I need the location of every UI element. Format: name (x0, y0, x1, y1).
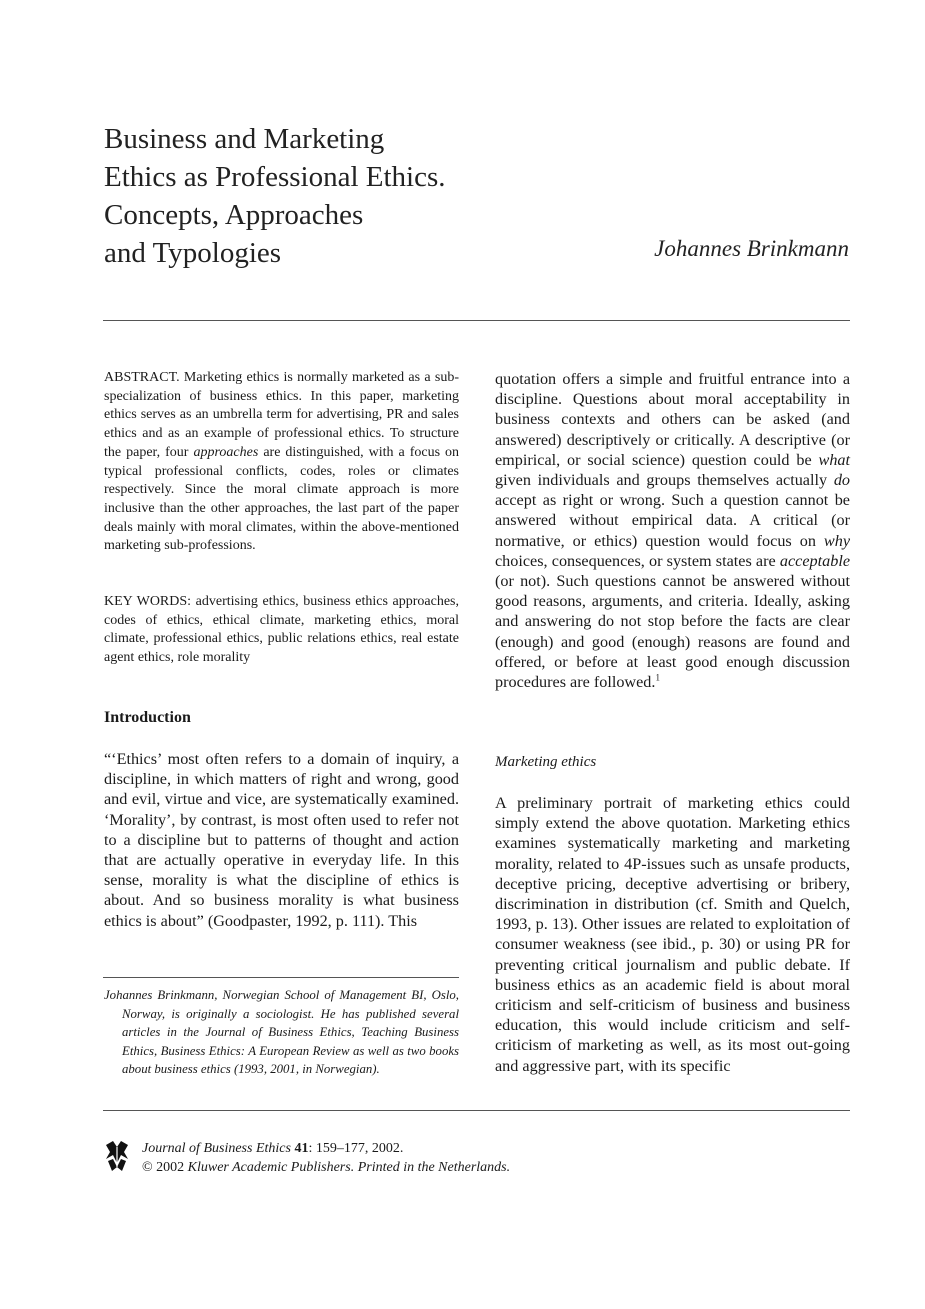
footer-divider (103, 1110, 850, 1111)
rc-text-c: accept as right or wrong. Such a question cannot be answered without empirical data. A critical (or normative, or ethics) question would focus on (495, 491, 850, 550)
introduction-text: “‘Ethics’ most often refers to a domain of inquiry, a discipline, in which matters of right and wrong, good and evil, virtue and vice, are systematically examined. ‘Morality’, by contrast, is most often used to refer not to a discipline but to patterns of thought and action that are actually operative in everyday life. In this sense, morality is what the discipline of ethics is about. And so business morality is what business ethics is about” (Goodpaster, 1992, p. 111). This (104, 750, 459, 930)
introduction-heading: Introduction (104, 709, 191, 726)
abstract-text-2: are distinguished, with a focus on typical professional conflicts, codes, roles or climates respectively. Since the moral climate approach is more inclusive than the other approaches, the last part of the paper deals mainly with moral climates, within the above-mentioned marketing sub-professions. (104, 444, 460, 554)
right-column-paragraph-1 (495, 369, 850, 692)
journal-volume: 41 (294, 1141, 309, 1156)
rc-text-d: choices, consequences, or system states are (495, 551, 776, 570)
rc-text-e: (or not). Such questions cannot be answered without good reasons, arguments, and criteria. Ideally, asking and answering do not stop before the facts are clear (enough) and good (enough) reasons are found and offered, or before at least good enough discussion procedures are followed. (495, 572, 850, 692)
abstract-label: ABSTRACT. (104, 370, 180, 385)
author-bio: Johannes Brinkmann, Norwegian School of Management BI, Oslo, Norway, is originally a sociologist. He has published several articles in the Journal of Business Ethics, Teaching Business Ethics, Business Ethics: A European Review as well as two books about business ethics (1993, 2001, in Norwegian). (104, 988, 459, 1076)
abstract-emphasis: approaches (193, 444, 259, 460)
journal-name: Journal of Business Ethics (142, 1141, 291, 1156)
footnote-divider (103, 977, 459, 978)
title-line-3: Concepts, Approaches (104, 199, 364, 231)
footer-line-2 (142, 1158, 510, 1177)
right-column-paragraph-2: A preliminary portrait of marketing ethics could simply extend the above quotation. Marketing ethics examines systematically marketing and marketing morality, related to 4P-issues such as unsafe products, deceptive pricing, deceptive advertising or bribery, discrimination in distribution (cf. Smith and Quelch, 1993, p. 13). Other issues are related to exploitation of consumer weakness (see ibid., p. 30) or using PR for preventing critical journalism and public debate. If business ethics as an academic field is about moral criticism and self-criticism of business and business education, this would include criticism and self-criticism of marketing as well, as its most out-going and aggressive part, with its specific (495, 794, 850, 1075)
abstract-text-1: Marketing ethics is normally marketed as a sub-specialization of business ethics. In this paper, marketing ethics serves as an umbrella term for advertising, PR and sales ethics and as an example of professional ethics. To structure the paper, four (104, 370, 459, 460)
title-divider (103, 320, 850, 321)
keywords (104, 593, 459, 668)
keywords-label: KEY WORDS: (104, 594, 192, 609)
paper-title (104, 120, 446, 272)
title-line-2: Ethics as Professional Ethics. (104, 161, 446, 193)
author-name: Johannes Brinkmann (654, 236, 849, 261)
rc-em-why: why (823, 531, 850, 550)
footnote-ref[interactable]: 1 (655, 672, 660, 683)
copyright: © 2002 (142, 1160, 185, 1175)
keywords-text: advertising ethics, business ethics approaches, codes of ethics, ethical climate, marketing ethics, moral climate, professional ethics, public relations ethics, real estate agent ethics, role morality (104, 594, 460, 666)
marketing-ethics-subheading: Marketing ethics (495, 754, 597, 770)
journal-pages: : 159–177, 2002. (308, 1141, 404, 1156)
abstract (104, 369, 459, 556)
rc-text-a: quotation offers a simple and fruitful entrance into a discipline. Questions about moral acceptability in business contexts and others can be asked (and answered) descriptively or critically. A descriptive (or empirical, or social science) question could be (495, 370, 850, 469)
publisher: Kluwer Academic Publishers. Printed in the Netherlands. (187, 1160, 511, 1175)
rc-em-do: do (833, 471, 850, 490)
footer-line-1 (142, 1139, 510, 1158)
title-line-4: and Typologies (104, 237, 282, 269)
publisher-logo-icon (104, 1139, 130, 1173)
title-line-1: Business and Marketing (104, 123, 385, 155)
rc-em-acceptable: acceptable (779, 551, 850, 570)
rc-text-b: given individuals and groups themselves actually (495, 471, 828, 490)
footer-text (142, 1139, 510, 1177)
rc-em-what: what (818, 450, 851, 469)
